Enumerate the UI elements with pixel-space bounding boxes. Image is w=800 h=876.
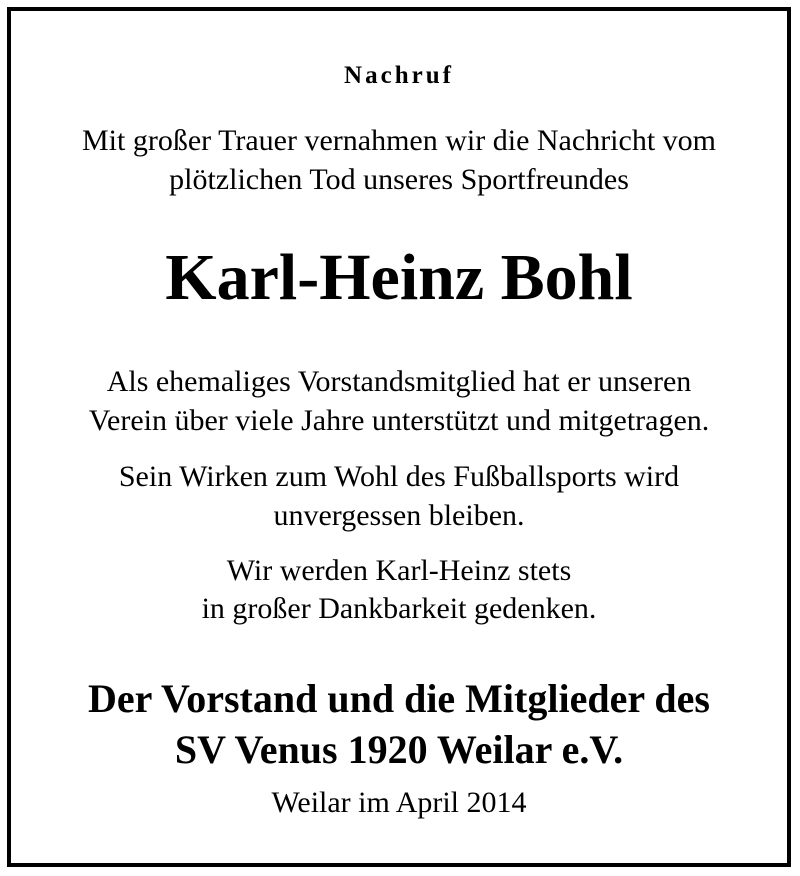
deceased-name: Karl-Heinz Bohl — [165, 241, 633, 314]
obituary-frame — [7, 7, 791, 867]
intro-line-2: plötzlichen Tod unseres Sportfreundes — [169, 163, 629, 196]
paragraph-1-line-1: Als ehemaliges Vorstandsmitglied hat er unseren — [106, 365, 692, 398]
signature-line-1: Der Vorstand und die Mitglieder des — [88, 676, 710, 721]
paragraph-1-line-2: Verein über viele Jahre unterstützt und mitgetragen. — [88, 404, 710, 437]
place-date: Weilar im April 2014 — [271, 786, 527, 819]
intro-line-1: Mit großer Trauer vernahmen wir die Nachricht vom — [82, 124, 716, 157]
paragraph-2-line-2: unvergessen bleiben. — [273, 499, 525, 532]
paragraph-3-line-1: Wir werden Karl-Heinz stets — [226, 554, 572, 587]
signature-line-2: SV Venus 1920 Weilar e.V. — [174, 727, 624, 772]
notice-heading: Nachruf — [344, 62, 454, 89]
paragraph-2-line-1: Sein Wirken zum Wohl des Fußballsports wird — [118, 460, 680, 493]
paragraph-3-line-2: in großer Dankbarkeit gedenken. — [201, 592, 597, 625]
